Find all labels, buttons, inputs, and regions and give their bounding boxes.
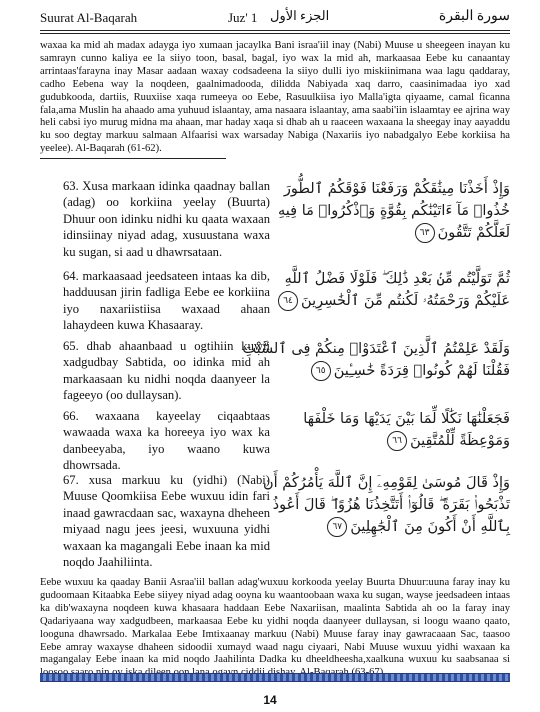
surah-name: Suurat Al-Baqarah xyxy=(40,10,138,25)
juz-label: Juz' 1 xyxy=(228,10,258,25)
arabic-text: وَمَوْعِظَةً لِّلْمُتَّقِينَ xyxy=(410,433,510,449)
verse-row xyxy=(40,268,510,333)
arabic-line: ثُمَّ تَوَلَّيْتُم مِّنۢ بَعْدِ ذَٰلِكَ ۖ فَلَوْلَا فَضْلُ ٱللَّهِ xyxy=(284,271,510,287)
verse-translation: 67. xusa markuu ku (yidhi) (Nabi) Muuse Qoomkiisa Eebe wuxuu idin fari inaad gawracdaan sac, waxayna dheheen miyaad nagu jees jeesi, wuxuuna yidhi waxaan ka magangali Eebe inaan ka mid noqdo Jaahiliinta. xyxy=(63,473,270,570)
verse-row xyxy=(40,178,510,264)
verse-translation: 66. waxaana kayeelay ciqaabtaas wawaada waxa ka horeeya iyo wax ka danbeeyaba, iyo waano kuwa dhowrsada. xyxy=(63,409,270,473)
verse-arabic xyxy=(262,472,510,538)
arabic-line: تَذْبَحُوا۟ بَقَرَةً ۖ قَالُوٓا۟ أَتَتَّخِذُنَا هُزُوًا ۖ قَالَ أَعُوذُ xyxy=(272,497,510,513)
verse-number-marker: ٦٧ xyxy=(327,517,347,537)
arabic-line xyxy=(282,516,510,538)
header-rule-2 xyxy=(40,33,510,34)
arabic-line: وَلَقَدْ عَلِمْتُمُ ٱلَّذِينَ ٱعْتَدَوْا۟ مِنكُمْ فِى ٱلسَّبْتِ xyxy=(242,341,510,357)
verse-row xyxy=(40,472,510,572)
verse-number-marker: ٦٦ xyxy=(387,431,407,451)
arabic-line xyxy=(282,222,510,244)
arabic-text: فَقُلْنَا لَهُمْ كُونُوا۟ قِرَدَةً خَٰسِـِٔينَ xyxy=(333,363,510,379)
verse-translation: 65. dhab ahaanbaad u ogtihiin kuwii xadgudbay Sabtida, oo idinka mid ah markaasaan ku nidhi noqda daanyeer la fageeyo (oo dullaysan). xyxy=(63,339,270,403)
verse-translation: 63. Xusa markaan idinka qaadnay ballan (adag) oo korkiina yeelay (Buurta) Dhuur oon idinku nidhi ku qaata waxaan idinsiinay niyad adag, xusuustana waxa ku sugan, si aad u dhawrsataan. xyxy=(63,179,270,259)
arabic-text: لَعَلَّكُمْ تَتَّقُونَ xyxy=(437,225,510,241)
page-number: 14 xyxy=(263,693,277,707)
verse-arabic xyxy=(278,178,510,244)
footer-decorative-band xyxy=(40,673,510,682)
arabic-text: عَلَيْكُمْ وَرَحْمَتُهُۥ لَكُنتُم مِّنَ ٱلْخَٰسِرِينَ xyxy=(301,293,510,309)
verse-arabic xyxy=(282,408,510,452)
verse-arabic xyxy=(242,338,510,382)
arabic-line xyxy=(282,430,510,452)
commentary-top: waxaa ka mid ah madax adayga iyo xumaan jacaylka Bani israa'iil inay (Nabi) Muuse u sheegeen inayan ku samrayn cunno kaliya ee la siiyo toon, basal, bagal, iyo wax la mid ah, markaasaa Eebe ku canaantay arrintaas'faraynа inay Masar aadaan waxay codsadeena la siiyo dulli iyo miskiinimana waa lagu qaddaray, cadho Eebena way la noqdeen, gaalnimadooda, dilidda Nabiyada xaq darro, caasinimadaa iyo xad gudubkooda, dartiis, Ruuxiise xaqa rumeeya oo Eebe, Rasuulkiisa iyo Malla'igta qiyaame, camal ficanna fala,ama Muslin ha ahaado ama yuhuud islaantay, ama nasaara islaantay, ama saabi'iin islaamtay ee ajrina way heli cabsi iyo murug midna ma ahaan, mar haday xaqa si dhab ah u raaceen waxaana la sheegay inay aayaddu ku soo degtay markuu salmaan Alfaarisi wax warsaday Nabiga (Naxariis iyo nabadgalyo Eebe korkiisa ha yeelee). Al-Baqarah (61-62). xyxy=(40,40,510,155)
verse-row xyxy=(40,338,510,403)
footnote-rule xyxy=(40,158,226,159)
page-header xyxy=(40,8,510,30)
verse-number-marker: ٦٥ xyxy=(311,361,331,381)
verse-number-marker: ٦٤ xyxy=(278,291,298,311)
arabic-line xyxy=(282,360,510,382)
verse-translation: 64. markaasaad jeedsateen intaas ka dib, hadduusan jirin fadliga Eebe ee korkiina iyo naxariistiisa waxaad ahaan lahaydeen kuwa Khasaaray. xyxy=(63,269,270,333)
juz-arabic: الجزء الأول xyxy=(270,8,330,23)
arabic-line: وَإِذْ أَخَذْنَا مِيثَٰقَكُمْ وَرَفَعْنَا فَوْقَكُمُ ٱلطُّورَ xyxy=(283,181,510,197)
verse-number-marker: ٦٣ xyxy=(415,223,435,243)
verse-row xyxy=(40,408,510,473)
arabic-text: بِٱللَّهِ أَنْ أَكُونَ مِنَ ٱلْجَٰهِلِينَ xyxy=(350,519,510,535)
arabic-line: فَجَعَلْنَٰهَا نَكَٰلًا لِّمَا بَيْنَ يَدَيْهَا وَمَا خَلْفَهَا xyxy=(303,411,510,427)
header-rule-1 xyxy=(40,30,510,31)
arabic-line: وَإِذْ قَالَ مُوسَىٰ لِقَوْمِهِۦٓ إِنَّ ٱللَّهَ يَأْمُرُكُمْ أَن xyxy=(262,475,510,491)
arabic-line: خُذُوا۟ مَآ ءَاتَيْنَٰكُم بِقُوَّةٍ وَٱذْكُرُوا۟ مَا فِيهِ xyxy=(278,203,510,219)
verse-arabic xyxy=(282,268,510,312)
commentary-bottom: Eebe wuxuu ka qaaday Banii Asraa'iil ballan adag'wuxuu korkooda yeelay Buurta Dhuur:uuna faray inay ku gudoomaan Kitaabka Eebe siiyey niyad adag ooyna ku waantoobaan waxa ku sugan, wayse jeedsadeen intaas ka dib'waxayna noqdeen kuwa khasaara haddaan Eebe Naxariisan, maalinta Sabtida ah oo la faray inay Qadariyaana way xadgudbeen, markaasaa Eebe ku yidhi noqda daanyeer dullaysan, si loogu waano qaato, looguna dhawrsado. Markalaa Eebe Imtixaanay markuu (Nabi) Muuse faray inay gawracaaan Sac, taasoo Eebe amray waxayse dhaheen sidoodii xumayd waad nagu ciyaari, Nabi Muuse wuxuu yidhi waxaan ka magangalay Eebe inaan ka mid noqdo Jaahilinta Dadka ku dheeldheesha,xaalkuna wuxuu ku saabsanaa si xyxy=(40,577,510,666)
surah-name-arabic: سورة البقرة xyxy=(438,9,510,24)
arabic-line xyxy=(282,290,510,312)
